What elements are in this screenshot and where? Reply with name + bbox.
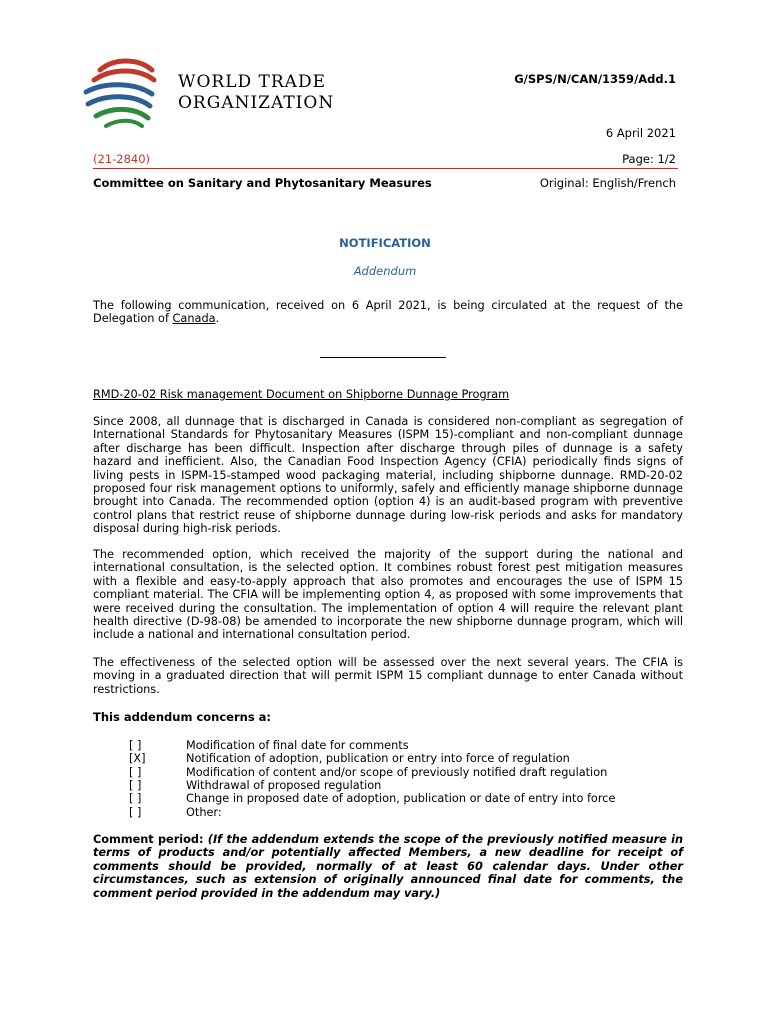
option-label: Withdrawal of proposed regulation: [186, 779, 382, 792]
option-checkbox-checked: [X]: [129, 752, 146, 765]
addendum-subheading: Addendum: [353, 264, 417, 278]
option-label: Modification of final date for comments: [186, 739, 409, 752]
org-name-line1: WORLD TRADE: [178, 72, 326, 92]
comment-period-text: (If the addendum extends the scope of the previously notified measure in terms of products and/or potentially affected Members, a new deadline for receipt of comments should be provided, normally of at least 60 calendar days. Under other circumstances, such as extension of originally announced final date for comments, the comment period provided in the addendum may vary.): [93, 833, 684, 900]
rmd-title: RMD-20-02 Risk management Document on Shipborne Dunnage Program: [93, 388, 510, 401]
option-label: Change in proposed date of adoption, publication or date of entry into force: [186, 792, 616, 805]
section-separator: [320, 357, 446, 358]
header-divider: [93, 168, 678, 169]
body-paragraph-2: The recommended option, which received the majority of the support during the national and international consultation, is the selected option. It combines robust forest pest mitigation measures with a flexible and easy-to-apply approach that also promotes and encourages the use of ISPM 15 compliant material. The CFIA will be implementing option 4, as proposed with some improvements that were received during the consultation. The implementation of option 4 will require the relevant plant health directive (D-98-08) be amended to incorporate the new shipborne dunnage program, which will include a national and international consultation period.: [93, 548, 683, 642]
option-label: Modification of content and/or scope of previously notified draft regulation: [186, 766, 608, 779]
option-checkbox: [ ]: [129, 792, 142, 805]
option-checkbox: [ ]: [129, 779, 142, 792]
comment-period-label: Comment period:: [93, 833, 204, 846]
wto-logo-icon: [82, 56, 162, 128]
document-date: 6 April 2021: [605, 126, 676, 140]
body-paragraph-3: The effectiveness of the selected option will be assessed over the next several years. The CFIA is moving in a graduated direction that will permit ISPM 15 compliant dunnage to enter Canada without restrictions.: [93, 656, 683, 696]
option-checkbox: [ ]: [129, 766, 142, 779]
intro-paragraph: [93, 299, 683, 326]
option-label: Notification of adoption, publication or entry into force of regulation: [186, 752, 570, 765]
intro-text: The following communication, received on 6 April 2021, is being circulated at the request of the Delegation of: [93, 299, 683, 326]
intro-end: .: [215, 312, 220, 326]
option-label: Other:: [186, 806, 222, 819]
option-checkbox: [ ]: [129, 739, 142, 752]
page-number: Page: 1/2: [622, 152, 676, 166]
concerns-heading: This addendum concerns a:: [93, 710, 272, 724]
document-reference: G/SPS/N/CAN/1359/Add.1: [514, 72, 676, 86]
notification-heading: NOTIFICATION: [339, 236, 431, 250]
country-link: Canada: [172, 312, 216, 326]
body-paragraph-1: Since 2008, all dunnage that is discharged in Canada is considered non-compliant as segregation of International Standards for Phytosanitary Measures (ISPM 15)-compliant and non-compliant dunnage after discharge has been difficult. Inspection after discharge through piles of dunnage is a safety hazard and inefficient. Also, the Canadian Food Inspection Agency (CFIA) periodically finds signs of living pests in ISPM-15-stamped wood packaging material, including shipborne dunnage. RMD-20-02 proposed four risk management options to uniformly, safely and efficiently manage shipborne dunnage brought into Canada. The recommended option (option 4) is an audit-based program with preventive control plans that restrict reuse of shipborne dunnage during low-risk periods and asks for mandatory disposal during high-risk periods.: [93, 415, 683, 536]
option-checkbox: [ ]: [129, 806, 142, 819]
org-name: [178, 72, 334, 114]
original-language: Original: English/French: [539, 176, 676, 190]
committee-name: Committee on Sanitary and Phytosanitary Measures: [93, 176, 432, 190]
comment-period: [93, 833, 683, 900]
org-name-line2: ORGANIZATION: [178, 93, 335, 113]
document-code: (21-2840): [93, 152, 151, 166]
